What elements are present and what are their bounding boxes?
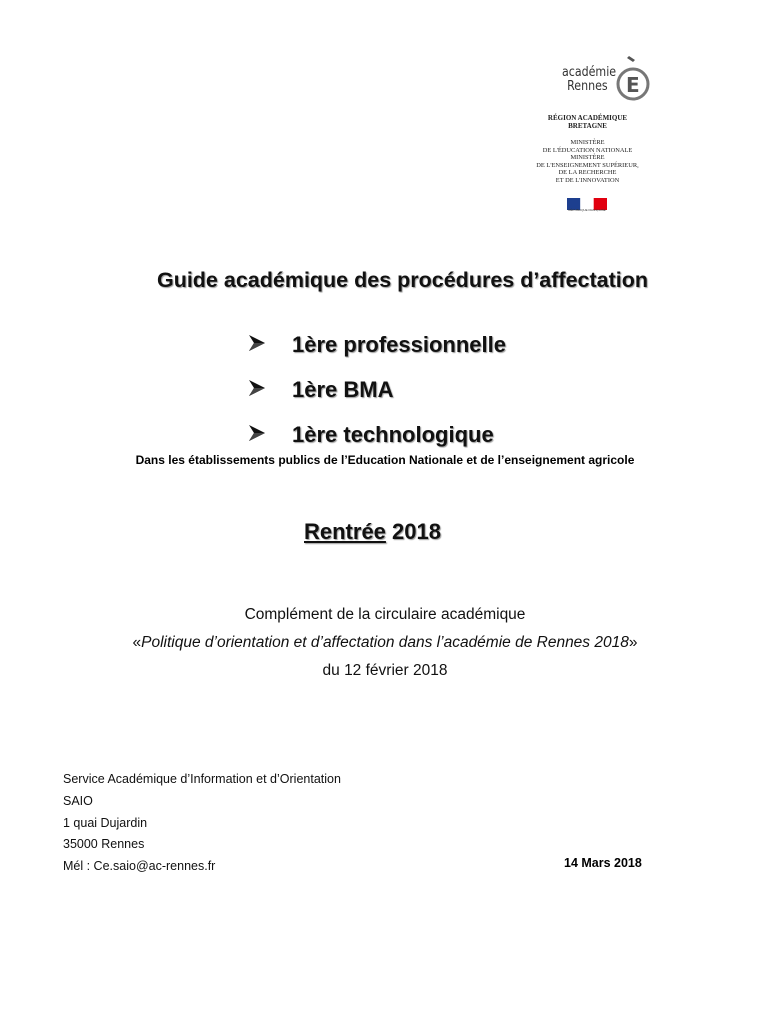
list-item bbox=[248, 322, 506, 367]
level-label: 1ère technologique bbox=[292, 421, 494, 447]
ministry-education-label: MINISTÈRE DE L'ÉDUCATION NATIONALE bbox=[542, 139, 633, 154]
ministry-higher-education-label: MINISTÈRE DE L'ENSEIGNEMENT SUPÉRIEUR, DE LA RECHERCHE ET DE L'INNOVATION bbox=[536, 154, 639, 184]
academie-e-emblem-icon bbox=[615, 54, 651, 104]
region-label: RÉGION ACADÉMIQUE BRETAGNE bbox=[547, 114, 628, 130]
academie-label: académie bbox=[562, 65, 617, 80]
circular-title: «Politique d’orientation et d’affectation dans l’académie de Rennes 2018» bbox=[132, 634, 638, 651]
list-item bbox=[248, 412, 506, 457]
flag-caption: RÉPUBLIQUE FRANÇAISE bbox=[568, 208, 606, 212]
circular-date: du 12 février 2018 bbox=[322, 662, 448, 679]
complement-line: Complément de la circulaire académique bbox=[244, 606, 526, 623]
arrow-bullet-icon bbox=[248, 332, 292, 358]
rentree-word: Rentrée bbox=[304, 519, 386, 544]
contact-address bbox=[63, 769, 341, 878]
rentree-year: 2018 bbox=[392, 519, 441, 544]
academie-logo bbox=[500, 48, 665, 112]
list-item bbox=[248, 367, 506, 412]
level-label: 1ère BMA bbox=[292, 376, 394, 402]
levels-list bbox=[248, 322, 506, 457]
document-date: 14 Mars 2018 bbox=[564, 856, 642, 870]
arrow-bullet-icon bbox=[248, 377, 292, 403]
arrow-bullet-icon bbox=[248, 422, 292, 448]
document-title: Guide académique des procédures d’affectation bbox=[156, 268, 649, 292]
rennes-label: Rennes bbox=[567, 79, 608, 94]
email: Mél : Ce.saio@ac-rennes.fr bbox=[63, 859, 216, 874]
service-name: Service Académique d’Information et d’Orientation bbox=[63, 772, 341, 786]
service-acronym: SAIO bbox=[63, 793, 93, 808]
header-logo-block bbox=[500, 48, 665, 212]
city: 35000 Rennes bbox=[63, 837, 145, 852]
svg-text:E: E bbox=[626, 73, 640, 97]
academie-wordmark bbox=[562, 66, 616, 94]
rentree-heading bbox=[0, 519, 745, 545]
scope-statement: Dans les établissements publics de l’Education Nationale et de l’enseignement agricole bbox=[135, 453, 635, 467]
street-address: 1 quai Dujardin bbox=[63, 815, 148, 830]
level-label: 1ère professionnelle bbox=[292, 331, 506, 357]
